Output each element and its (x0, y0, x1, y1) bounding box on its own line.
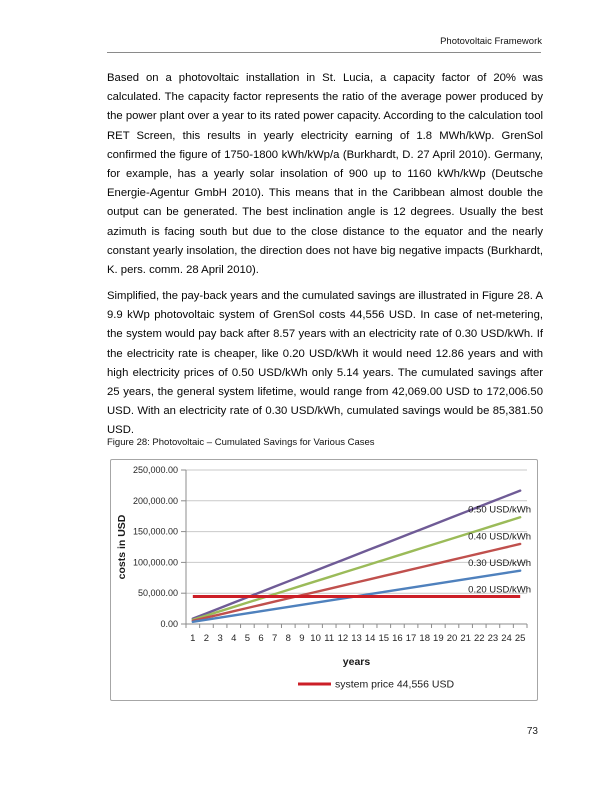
y-tick-label: 250,000.00 (132, 465, 178, 475)
x-tick-label: 2 (203, 633, 210, 644)
figure-caption: Figure 28: Photovoltaic – Cumulated Savings for Various Cases (107, 437, 375, 448)
x-tick-label: 1 (190, 633, 196, 644)
x-tick-label: 19 (433, 633, 444, 644)
x-tick-label: 5 (244, 633, 251, 644)
y-tick-label: 200,000.00 (132, 495, 178, 506)
paragraph-1: Based on a photovoltaic installation in St. Lucia, a capacity factor of 20% was calculated. The capacity factor represents the ratio of the average power produced by the power plant over a year to its rated power capacity. According to the calculation tool RET Screen, this results in yearly electricity earning of 1.8 MWh/kWp. GrenSol confirmed the figure of 1750-1800 kWh/kWp/a (Burkhardt, D. 27 April 2010). Germany, for example, has a yearly solar insolation of 900 up to 1160 kWh/kWp (Deutsche Energie-Agentur GmbH 2010). This means that in the Caribbean almost double the output can be generated. The best inclination angle is 12 degrees. Usually the best azimuth is facing south but due to the close distance to the equator and the nearly constant yearly insolation, the direction does not have big negative impacts (Burkhardt, K. pers. comm. 28 April 2010). (107, 72, 543, 277)
series-label-0-40-usd-kwh: 0.40 USD/kWh (468, 531, 531, 543)
legend-label-system-price: system price 44,556 USD (335, 678, 455, 691)
series-label-0-50-usd-kwh: 0.50 USD/kWh (468, 504, 531, 516)
y-tick-label: 150,000.00 (132, 526, 178, 537)
x-tick-label: 22 (473, 633, 485, 644)
x-tick-label: 4 (231, 633, 237, 644)
x-tick-label: 15 (378, 633, 390, 644)
x-tick-label: 10 (310, 633, 321, 644)
x-tick-label: 17 (405, 633, 417, 644)
x-tick-label: 11 (324, 633, 335, 644)
x-tick-label: 14 (364, 633, 376, 644)
header-rule (107, 52, 541, 53)
y-axis-title: costs in USD (116, 514, 128, 580)
x-tick-label: 23 (487, 633, 499, 644)
x-tick-label: 6 (258, 633, 264, 644)
x-tick-label: 8 (285, 633, 291, 644)
x-tick-label: 24 (501, 633, 512, 644)
running-header-text: Photovoltaic Framework (440, 36, 542, 47)
x-tick-label: 3 (217, 633, 223, 644)
y-tick-label: 100,000.00 (132, 557, 178, 568)
x-axis-title: years (342, 656, 371, 668)
series-label-0-20-usd-kwh: 0.20 USD/kWh (468, 584, 531, 596)
x-tick-label: 12 (337, 633, 349, 644)
x-tick-label: 18 (419, 633, 430, 644)
series-label-0-30-usd-kwh: 0.30 USD/kWh (468, 557, 531, 569)
x-tick-label: 13 (351, 633, 362, 644)
x-tick-label: 16 (392, 633, 403, 644)
x-tick-label: 7 (272, 633, 278, 644)
y-tick-label: 0.00 (160, 619, 178, 629)
savings-chart-svg (111, 460, 537, 700)
x-tick-label: 21 (460, 633, 471, 644)
x-tick-label: 9 (299, 633, 305, 644)
x-tick-label: 25 (514, 633, 526, 644)
y-tick-label: 50,000.00 (137, 588, 178, 599)
paragraph-2: Simplified, the pay-back years and the cumulated savings are illustrated in Figure 28. A 9.9 kWp photovoltaic system of GrenSol costs 44,556 USD. In case of net-metering, the system would pay back after 8.57 years with an electricity rate of 0.30 USD/kWh. If the electricity rate is cheaper, like 0.20 USD/kWh it would need 12.86 years and with high electricity prices of 0.50 USD/kWh only 5.14 years. The cumulated savings after 25 years, the general system lifetime, would range from 42,069.00 USD to 172,006.50 USD. With an electricity rate of 0.30 USD/kWh, cumulated savings would be 85,381.50 USD. (107, 290, 543, 437)
page-number: 73 (526, 726, 538, 737)
figure-28-chart (110, 459, 538, 701)
x-tick-label: 20 (446, 633, 458, 644)
